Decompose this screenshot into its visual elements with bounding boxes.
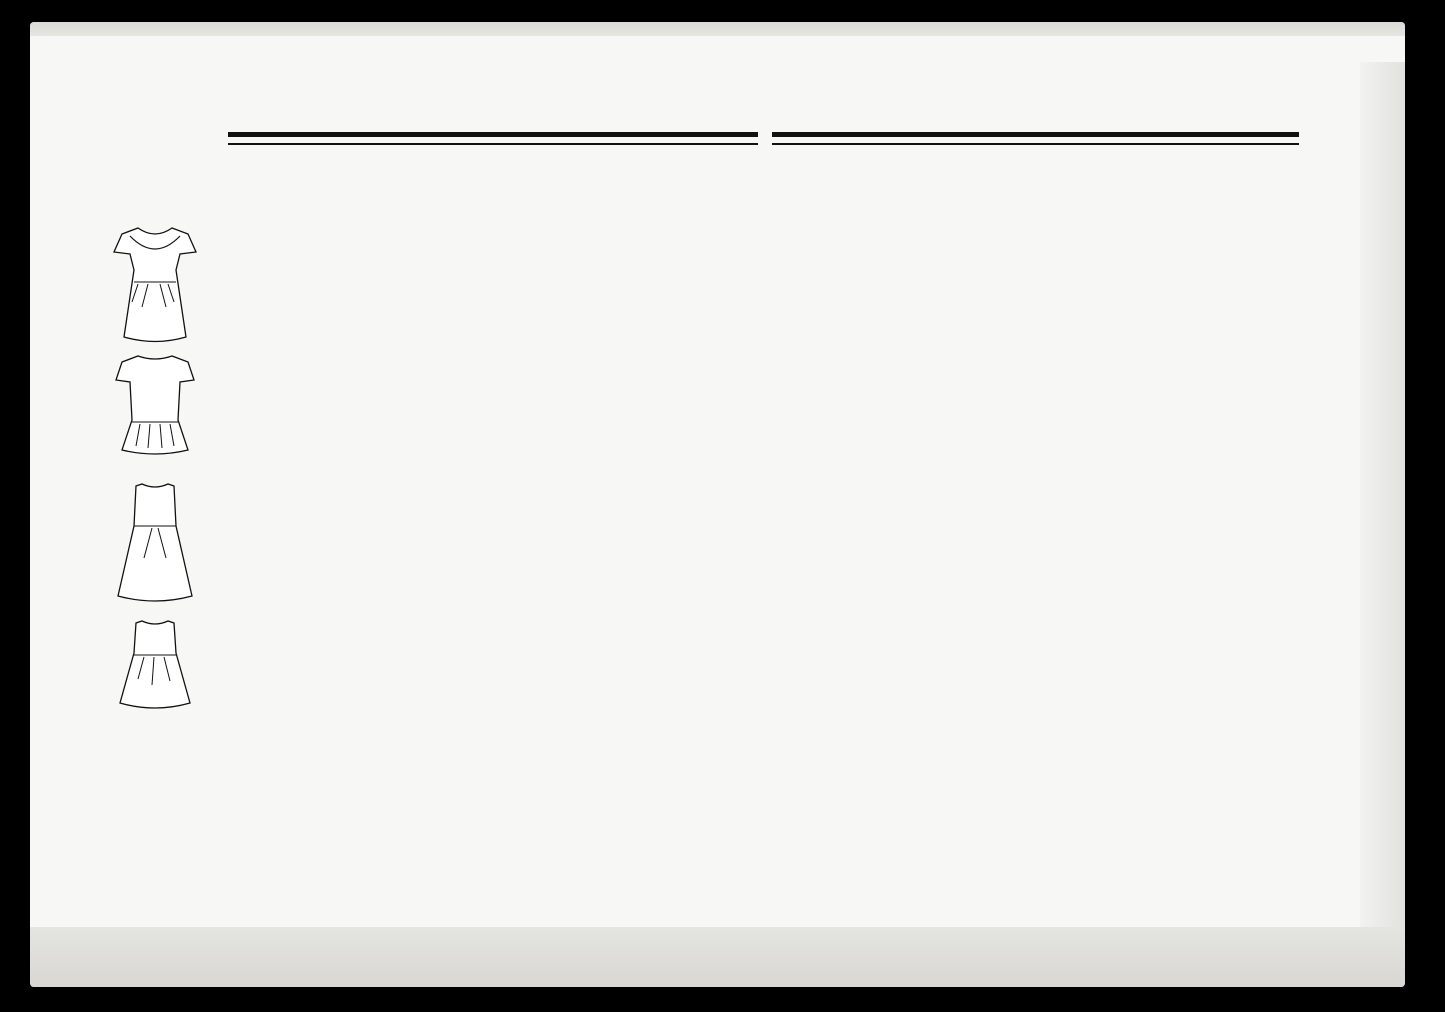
view-3-dress-drawing xyxy=(108,478,203,608)
envelope-side-flap xyxy=(1360,62,1405,942)
english-column xyxy=(228,132,758,146)
french-column xyxy=(772,132,1299,146)
title-rule xyxy=(228,132,758,137)
title-rule xyxy=(772,132,1299,137)
view-1-dress-drawing xyxy=(108,222,203,347)
envelope-bottom-fold xyxy=(30,927,1405,987)
spine-label xyxy=(1325,325,1362,343)
view-2-dress-drawing xyxy=(108,350,203,460)
envelope-back xyxy=(30,36,1405,941)
pattern-envelope xyxy=(30,22,1405,987)
view-4-dress-drawing xyxy=(108,615,203,715)
